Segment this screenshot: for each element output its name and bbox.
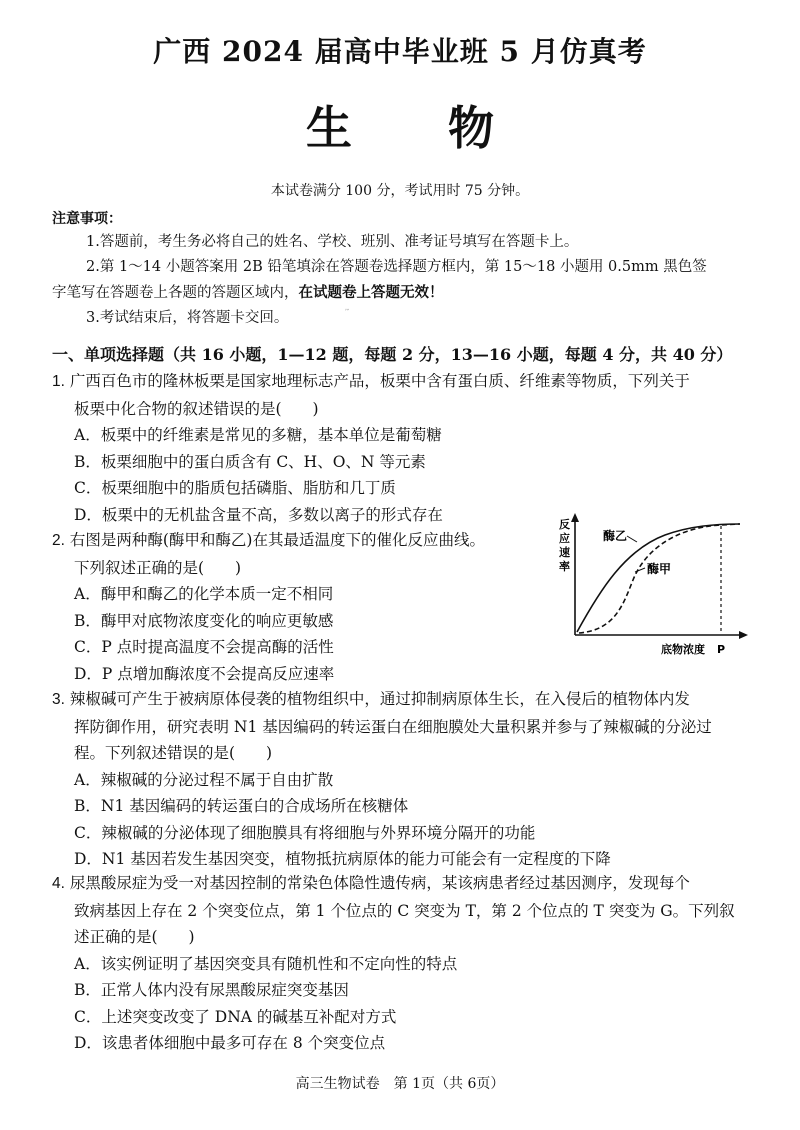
question-3-line-1: 辣椒碱可产生于被病原体侵袭的植物组织中，通过抑制病原体生长，在入侵后的植物体内发	[69, 690, 690, 708]
question-1	[52, 368, 752, 528]
question-3	[52, 686, 752, 873]
p-point-label: P	[717, 643, 726, 656]
y-axis-label-3: 速	[559, 546, 570, 559]
question-2-option-d: D．P 点增加酶浓度不会提高反应速率	[74, 664, 335, 683]
enzyme-a-label: 酶甲	[647, 562, 672, 576]
question-3-option-b: B．N1 基因编码的转运蛋白的合成场所在核糖体	[74, 797, 409, 815]
notice-heading: 注意事项：	[52, 211, 122, 227]
question-2	[52, 527, 542, 687]
question-4-option-d: D．该患者体细胞中最多可存在 8 个突变位点	[74, 1034, 386, 1052]
question-1-option-b: B．板栗细胞中的蛋白质含有 C、H、O、N 等元素	[74, 452, 426, 471]
enzyme-b-leader	[627, 536, 637, 542]
question-1-option-c: C．板栗细胞中的脂质包括磷脂、脂肪和几丁质	[74, 479, 396, 497]
enzyme-a-leader	[635, 568, 645, 572]
question-4	[52, 870, 752, 1057]
question-4-line-3: 述正确的是( )	[74, 928, 195, 946]
y-axis-label-1: 反	[559, 518, 570, 531]
question-4-line-1: 尿黑酸尿症为受一对基因控制的常染色体隐性遗传病，某该病患者经过基因测序，发现每个	[69, 874, 690, 892]
y-axis-label-4: 率	[559, 560, 570, 573]
subject-title: 生 物	[305, 101, 534, 155]
exam-info: 本试卷满分 100 分，考试用时 75 分钟。	[270, 183, 530, 199]
x-axis-arrow	[739, 631, 748, 639]
x-axis-label: 底物浓度	[661, 643, 705, 656]
notice-warning: 在试题卷上答题无效！	[298, 284, 444, 301]
notice-item-3: 3.考试结束后，将答题卡交回。	[86, 310, 289, 326]
question-1-line-1: 广西百色市的隆林板栗是国家地理标志产品，板栗中含有蛋白质、纤维素等物质，下列关于	[69, 372, 690, 390]
question-4-option-b: B．正常人体内没有尿黑酸尿症突变基因	[74, 981, 349, 999]
notice-item-2b	[52, 280, 752, 306]
question-3-line-3: 程。下列叙述错误的是( )	[74, 744, 273, 762]
notice-item-2a: 2.第 1～14 小题答案用 2B 铅笔填涂在答题卷选择题方框内，第 15～18 小题用 0.5mm 黑色签	[86, 259, 707, 275]
question-1-option-d: D．板栗中的无机盐含量不高，多数以离子的形式存在	[74, 505, 443, 524]
page-footer: 高三生物试卷 第 1页（共 6页）	[295, 1076, 505, 1092]
notice-item-2b-text: 字笔写在答题卷上各题的答题区域内，	[52, 285, 299, 301]
y-axis-label-full: 反应速率	[345, 310, 349, 311]
question-2-option-c: C．P 点时提高温度不会提高酶的活性	[74, 638, 334, 656]
question-3-number: 3.	[52, 691, 65, 708]
question-4-option-c: C．上述突变改变了 DNA 的碱基互补配对方式	[74, 1007, 397, 1026]
question-3-option-a: A．辣椒碱的分泌过程不属于自由扩散	[74, 770, 334, 789]
question-2-number: 2.	[52, 532, 65, 549]
question-2-option-a: A．酶甲和酶乙的化学本质一定不相同	[74, 585, 334, 603]
question-4-option-a: A．该实例证明了基因突变具有随机性和不定向性的特点	[74, 954, 458, 973]
exam-title: 广西 2024 届高中毕业班 5 月仿真考	[153, 35, 647, 68]
enzyme-b-curve	[577, 524, 740, 632]
enzyme-b-label: 酶乙	[603, 529, 628, 543]
question-4-number: 4.	[52, 875, 65, 892]
section-heading: 一、单项选择题（共 16 小题，1—12 题，每题 2 分，13—16 小题，每题 4 分，共 40 分）	[52, 345, 733, 364]
notice-list	[52, 230, 752, 331]
question-3-option-c: C．辣椒碱的分泌体现了细胞膜具有将细胞与外界环境分隔开的功能	[74, 823, 536, 842]
question-2-line-2: 下列叙述正确的是( )	[74, 558, 242, 577]
question-3-option-d: D．N1 基因若发生基因突变，植物抵抗病原体的能力可能会有一定程度的下降	[74, 850, 611, 868]
question-1-option-a: A．板栗中的纤维素是常见的多糖，基本单位是葡萄糖	[74, 426, 442, 444]
question-2-stem	[52, 527, 542, 555]
question-1-number: 1.	[52, 373, 65, 390]
question-3-stem	[52, 686, 752, 714]
question-4-line-2: 致病基因上存在 2 个突变位点，第 1 个位点的 C 突变为 T，第 2 个位点的 T 突变为 G。下列叙	[74, 901, 735, 920]
question-1-line-2: 板栗中化合物的叙述错误的是( )	[74, 399, 319, 418]
question-3-line-2: 挥防御作用，研究表明 N1 基因编码的转运蛋白在细胞膜处大量积累并参与了辣椒碱的分泌过	[74, 717, 712, 736]
question-4-stem	[52, 870, 752, 898]
y-axis-arrow	[571, 513, 579, 522]
question-2-option-b: B．酶甲对底物浓度变化的响应更敏感	[74, 611, 334, 630]
notice-item-1: 1.答题前，考生务必将自己的姓名、学校、班别、准考证号填写在答题卡上。	[86, 234, 579, 250]
question-1-stem	[52, 368, 752, 396]
y-axis-label-2: 应	[559, 532, 570, 545]
question-2-line-1: 右图是两种酶(酶甲和酶乙)在其最适温度下的催化反应曲线。	[69, 531, 485, 549]
